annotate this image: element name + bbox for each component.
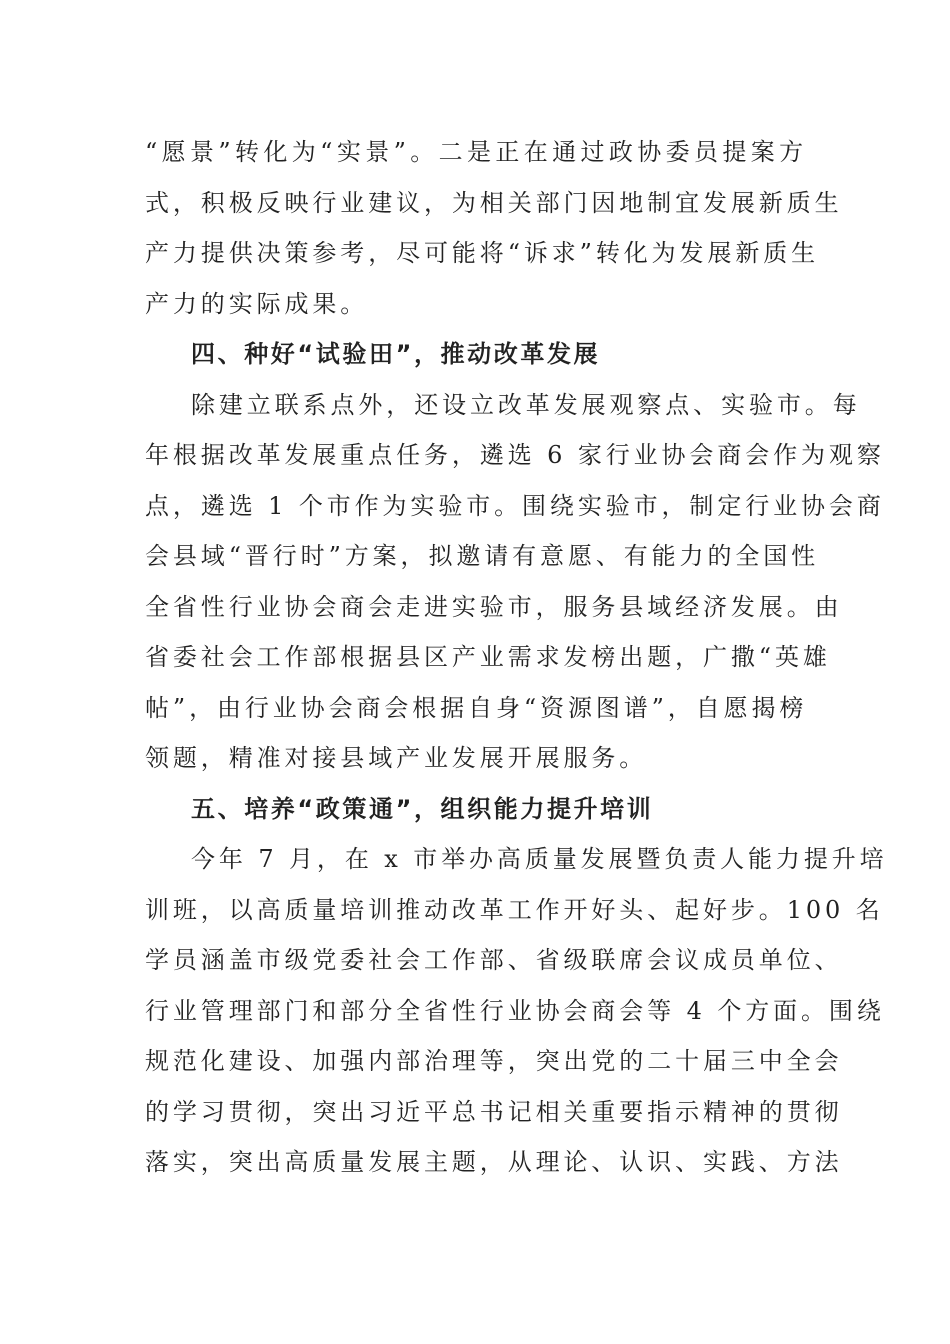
paragraph-line: 式，积极反映行业建议，为相关部门因地制宜发展新质生 — [145, 188, 843, 217]
paragraph-line: 全省性行业协会商会走进实验市，服务县域经济发展。由 — [145, 592, 843, 621]
paragraph-line: 落实，突出高质量发展主题，从理论、认识、实践、方法 — [145, 1148, 843, 1176]
paragraph-line: 产力的实际成果。 — [145, 289, 369, 318]
paragraph-line: 训班，以高质量培训推动改革工作开好头、起好步。100 名 — [145, 895, 884, 924]
section-heading-four: 四、种好“试验田”，推动改革发展 — [191, 340, 601, 368]
paragraph-line: 点，遴选 1 个市作为实验市。围绕实验市，制定行业协会商 — [145, 491, 885, 520]
paragraph-line: 规范化建设、加强内部治理等，突出党的二十届三中全会 — [145, 1047, 843, 1075]
paragraph-line: 今年 7 月，在 x 市举办高质量发展暨负责人能力提升培 — [191, 845, 888, 873]
document-body — [145, 127, 888, 1188]
paragraph-line: 省委社会工作部根据县区产业需求发榜出题，广撒“英雄 — [145, 643, 831, 671]
section-heading-five: 五、培养“政策通”，组织能力提升培训 — [191, 794, 654, 823]
paragraph-line: 领题，精准对接县域产业发展开展服务。 — [145, 744, 648, 772]
paragraph-line: 除建立联系点外，还设立改革发展观察点、实验市。每 — [191, 390, 861, 419]
paragraph-line: 学员涵盖市级党委社会工作部、省级联席会议成员单位、 — [145, 946, 843, 974]
paragraph-line: 年根据改革发展重点任务，遴选 6 家行业协会商会作为观察 — [145, 441, 885, 469]
paragraph-line: 行业管理部门和部分全省性行业协会商会等 4 个方面。围绕 — [145, 996, 885, 1025]
paragraph-line: “愿景”转化为“实景”。二是正在通过政协委员提案方 — [145, 138, 807, 166]
paragraph-line: 会县域“晋行时”方案，拟邀请有意愿、有能力的全国性 — [145, 542, 820, 570]
paragraph-line: 的学习贯彻，突出习近平总书记相关重要指示精神的贯彻 — [145, 1097, 843, 1126]
paragraph-line: 帖”，由行业协会商会根据自身“资源图谱”，自愿揭榜 — [145, 693, 808, 722]
paragraph-line: 产力提供决策参考，尽可能将“诉求”转化为发展新质生 — [145, 239, 820, 267]
